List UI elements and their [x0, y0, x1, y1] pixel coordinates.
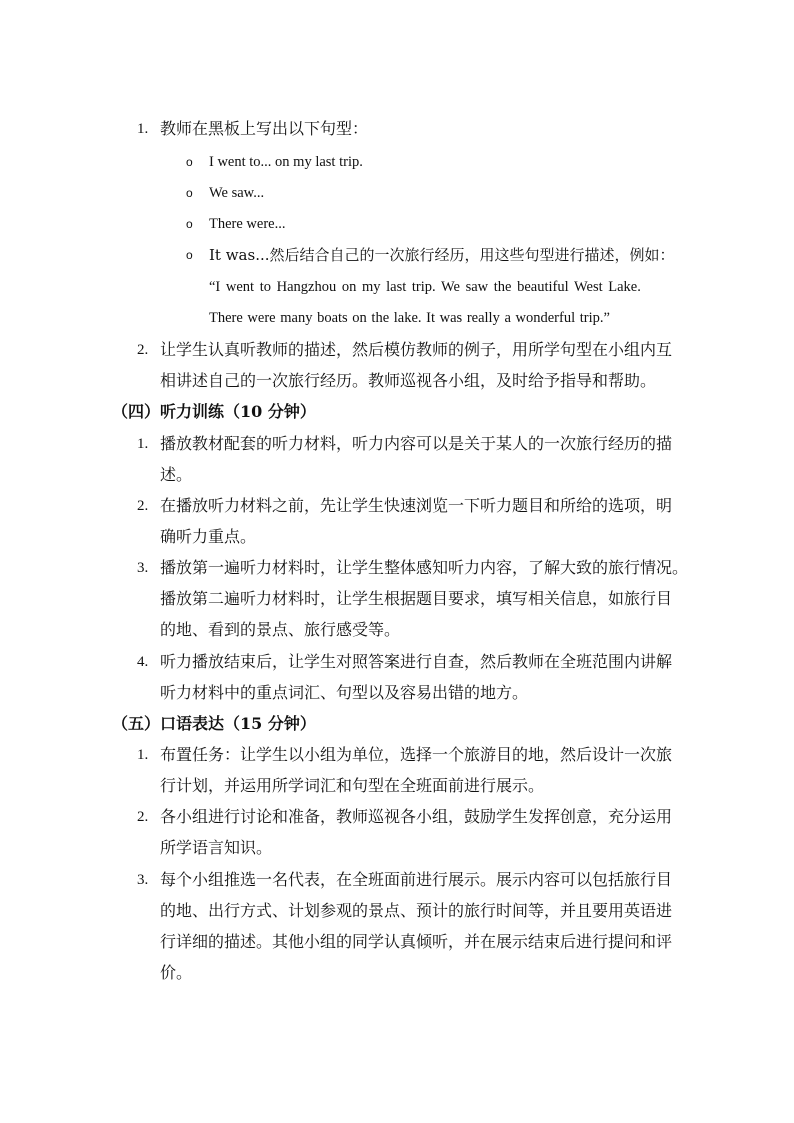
example-text: “I went to Hangzhou on my last trip. We saw the beautiful West Lake. [209, 279, 641, 295]
list-number: 1. [137, 747, 149, 763]
list-item-text: 听力播放结束后，让学生对照答案进行自查，然后教师在全班范围内讲解 [160, 652, 673, 671]
list-item-text: 播放教材配套的听力材料，听力内容可以是关于某人的一次旅行经历的描 [160, 434, 673, 453]
list-number: 1. [137, 121, 149, 137]
list-item-text: 每个小组推选一名代表，在全班面前进行展示。展示内容可以包括旅行目 [160, 870, 673, 889]
list-number: 2. [137, 342, 149, 358]
example-text: There were many boats on the lake. It was really a wonderful trip.” [209, 310, 610, 326]
section-heading: （四）听力训练（10 分钟） [112, 402, 316, 421]
bullet-marker: o [186, 217, 193, 231]
list-item-text: 听力材料中的重点词汇、句型以及容易出错的地方。 [160, 683, 529, 702]
list-item-text: 让学生认真听教师的描述，然后模仿教师的例子，用所学句型在小组内互 [160, 340, 673, 359]
sentence-pattern: I went to... on my last trip. [209, 154, 363, 170]
list-item-text: 播放第一遍听力材料时，让学生整体感知听力内容，了解大致的旅行情况。 [160, 558, 689, 577]
list-item-text: 确听力重点。 [160, 527, 257, 546]
sentence-pattern: We saw... [209, 185, 265, 201]
sentence-pattern: There were... [209, 216, 286, 232]
list-number: 1. [137, 436, 149, 452]
list-item-text: 行计划，并运用所学词汇和句型在全班面前进行展示。 [160, 776, 545, 795]
list-item-text: 各小组进行讨论和准备，教师巡视各小组，鼓励学生发挥创意，充分运用 [160, 807, 673, 826]
list-number: 2. [137, 498, 149, 514]
list-number: 2. [137, 809, 149, 825]
list-item-text: 所学语言知识。 [160, 838, 273, 857]
list-number: 4. [137, 654, 149, 670]
sentence-pattern: It was...然后结合自己的一次旅行经历，用这些句型进行描述，例如： [209, 246, 675, 264]
section-heading: （五）口语表达（15 分钟） [112, 714, 316, 733]
list-item-text: 的地、看到的景点、旅行感受等。 [160, 620, 401, 639]
bullet-marker: o [186, 186, 193, 200]
list-item-text: 行详细的描述。其他小组的同学认真倾听，并在展示结束后进行提问和评 [160, 932, 673, 951]
list-number: 3. [137, 872, 149, 888]
list-item-text: 布置任务：让学生以小组为单位，选择一个旅游目的地，然后设计一次旅 [160, 745, 673, 764]
list-item-text: 在播放听力材料之前，先让学生快速浏览一下听力题目和所给的选项，明 [160, 496, 673, 515]
list-item-text: 价。 [160, 963, 193, 982]
list-item-text: 教师在黑板上写出以下句型： [160, 119, 369, 138]
list-item-text: 述。 [160, 465, 193, 484]
list-number: 3. [137, 560, 149, 576]
list-item-text: 的地、出行方式、计划参观的景点、预计的旅行时间等，并且要用英语进 [160, 901, 673, 920]
list-item-text: 播放第二遍听力材料时，让学生根据题目要求，填写相关信息，如旅行目 [160, 589, 673, 608]
bullet-marker: o [186, 248, 193, 262]
bullet-marker: o [186, 155, 193, 169]
list-item-text: 相讲述自己的一次旅行经历。教师巡视各小组，及时给予指导和帮助。 [160, 371, 657, 390]
